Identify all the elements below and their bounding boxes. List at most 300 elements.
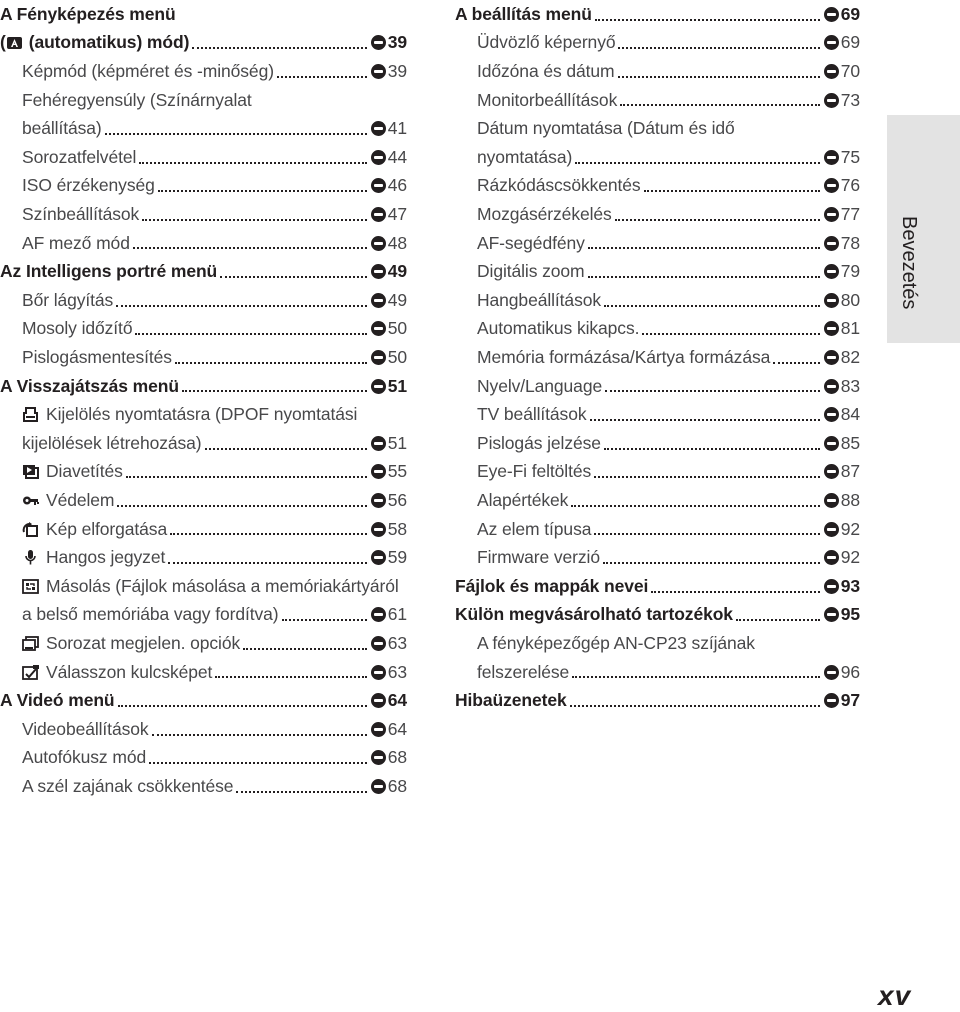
toc-entry-label: Sorozat megjelen. opciók: [46, 632, 241, 653]
dot-leader: [651, 591, 819, 593]
toc-entry: [455, 29, 860, 58]
reference-section-icon: [824, 350, 839, 365]
toc-entry: [455, 372, 860, 401]
page-reference-number: 92: [840, 547, 860, 568]
page-reference-number: 47: [387, 203, 407, 224]
toc-entry: [0, 429, 407, 458]
toc-entry-label: Nyelv/Language: [477, 375, 603, 396]
toc-entry: [455, 343, 860, 372]
reference-section-icon: [371, 264, 386, 279]
dot-leader: [570, 705, 820, 707]
dot-leader: [139, 162, 366, 164]
toc-entry: [0, 372, 407, 401]
reference-section-icon: [371, 722, 386, 737]
dot-leader: [590, 419, 820, 421]
microphone-icon: [22, 550, 39, 565]
reference-section-icon: [824, 321, 839, 336]
toc-entry: [0, 458, 407, 487]
reference-section-icon: [824, 236, 839, 251]
page-reference[interactable]: [824, 662, 860, 683]
toc-entry-label: Diavetítés: [46, 461, 123, 482]
toc-entry: [455, 629, 860, 658]
dot-leader: [572, 676, 820, 678]
page-reference[interactable]: [824, 261, 860, 282]
toc-entry: [0, 86, 407, 115]
toc-entry-label: a belső memóriába vagy fordítva): [22, 604, 279, 625]
toc-entry-label: Az elem típusa: [477, 518, 592, 539]
reference-section-icon: [824, 665, 839, 680]
toc-entry: [455, 257, 860, 286]
page-reference[interactable]: [371, 604, 407, 625]
page-reference-number: 68: [387, 775, 407, 796]
page-reference[interactable]: [371, 633, 407, 654]
page-reference[interactable]: [824, 433, 860, 454]
toc-entry-label: Fehéregyensúly (Színárnyalat: [22, 89, 252, 110]
toc-entry-label: A beállítás menü: [455, 3, 592, 24]
reference-section-icon: [371, 321, 386, 336]
page-reference[interactable]: [371, 61, 407, 82]
toc-entry-label: Hangos jegyzet: [46, 547, 166, 568]
dot-leader: [243, 648, 367, 650]
toc-entry-label: Mozgásérzékelés: [477, 203, 612, 224]
page-reference[interactable]: [371, 118, 407, 139]
dot-leader: [595, 19, 820, 21]
toc-entry-label: Digitális zoom: [477, 261, 585, 282]
page-reference-number: 39: [387, 32, 407, 53]
dot-leader: [126, 476, 367, 478]
reference-section-icon: [371, 121, 386, 136]
dot-leader: [168, 562, 367, 564]
page-reference-number: 63: [387, 661, 407, 682]
page-reference[interactable]: [824, 175, 860, 196]
reference-section-icon: [371, 35, 386, 50]
page-reference-number: 75: [840, 146, 860, 167]
page-reference[interactable]: [371, 719, 407, 740]
page-reference-number: 78: [840, 232, 860, 253]
toc-entry: [0, 315, 407, 344]
page-reference[interactable]: [371, 318, 407, 339]
page-reference[interactable]: [371, 547, 407, 568]
page-reference[interactable]: [371, 433, 407, 454]
toc-entry-label: Sorozatfelvétel: [22, 146, 137, 167]
page-reference-number: 68: [387, 747, 407, 768]
page-reference[interactable]: [824, 604, 860, 625]
dot-leader: [604, 448, 820, 450]
dot-leader: [575, 162, 820, 164]
reference-section-icon: [371, 207, 386, 222]
dot-leader: [620, 104, 820, 106]
page-reference[interactable]: [824, 147, 860, 168]
dot-leader: [282, 619, 367, 621]
page-reference-number: 77: [840, 203, 860, 224]
reference-section-icon: [371, 665, 386, 680]
reference-section-icon: [824, 64, 839, 79]
toc-entry: [455, 86, 860, 115]
page-reference[interactable]: [371, 690, 407, 711]
reference-section-icon: [824, 150, 839, 165]
toc-entry-label: Monitorbeállítások: [477, 89, 618, 110]
page-reference[interactable]: [824, 404, 860, 425]
reference-section-icon: [824, 293, 839, 308]
print-order-icon: [22, 407, 39, 422]
reference-section-icon: [371, 493, 386, 508]
toc-entry-label: Rázkódáscsökkentés: [477, 175, 641, 196]
toc-entry-label: Külön megvásárolható tartozékok: [455, 604, 733, 625]
toc-entry-label: Bőr lágyítás: [22, 289, 114, 310]
page-reference-number: 50: [387, 346, 407, 367]
page-reference-number: 69: [840, 3, 860, 24]
toc-entry: [455, 515, 860, 544]
page-reference[interactable]: [371, 347, 407, 368]
page-reference[interactable]: [824, 32, 860, 53]
dot-leader: [158, 190, 367, 192]
dot-leader: [133, 247, 367, 249]
toc-entry-label: A szél zajának csökkentése: [22, 775, 234, 796]
toc-entry-label: Védelem: [46, 489, 115, 510]
page-reference-number: 93: [840, 575, 860, 596]
page-reference-number: 50: [387, 318, 407, 339]
dot-leader: [594, 476, 820, 478]
toc-entry: [455, 286, 860, 315]
reference-section-icon: [371, 693, 386, 708]
toc-entry: [0, 257, 407, 286]
dot-leader: [142, 219, 367, 221]
reference-section-icon: [371, 464, 386, 479]
toc-entry-label: Videobeállítások: [22, 718, 149, 739]
page-reference-number: 63: [387, 632, 407, 653]
dot-leader: [604, 305, 820, 307]
reference-section-icon: [824, 693, 839, 708]
page-reference[interactable]: [824, 576, 860, 597]
page-reference[interactable]: [371, 747, 407, 768]
dot-leader: [215, 676, 366, 678]
dot-leader: [205, 448, 367, 450]
toc-entry-label: Mosoly időzítő: [22, 318, 133, 339]
toc-entry: [0, 686, 407, 715]
dot-leader: [152, 734, 367, 736]
page-reference-number: 97: [840, 690, 860, 711]
toc-entry: [455, 658, 860, 687]
toc-entry: [0, 486, 407, 515]
toc-entry: [0, 229, 407, 258]
toc-entry-label: Időzóna és dátum: [477, 60, 615, 81]
page-reference[interactable]: [371, 147, 407, 168]
page-reference-number: 48: [387, 232, 407, 253]
camera-auto-icon: [6, 35, 23, 50]
dot-leader: [118, 705, 367, 707]
copy-icon: [22, 579, 39, 594]
toc-entry-label: felszerelése: [477, 661, 570, 682]
page-reference-number: 51: [387, 432, 407, 453]
toc-entry-label: Kép elforgatása: [46, 518, 168, 539]
page-reference[interactable]: [371, 662, 407, 683]
toc-entry-label: (: [0, 32, 6, 53]
toc-entry: [455, 429, 860, 458]
toc-entry: [0, 200, 407, 229]
key-picture-icon: [22, 665, 39, 680]
page-reference-number: 79: [840, 261, 860, 282]
page-reference-number: 69: [840, 32, 860, 53]
dot-leader: [277, 76, 367, 78]
toc-entry-label: beállítása): [22, 118, 102, 139]
page-number: xv: [878, 980, 912, 1011]
reference-section-icon: [371, 550, 386, 565]
page-reference[interactable]: [824, 90, 860, 111]
page-reference-number: 88: [840, 489, 860, 510]
page-reference-number: 76: [840, 175, 860, 196]
page-reference-number: 83: [840, 375, 860, 396]
reference-section-icon: [824, 207, 839, 222]
toc-entry: [455, 315, 860, 344]
page-reference[interactable]: [824, 318, 860, 339]
toc-entry: [455, 114, 860, 143]
dot-leader: [135, 333, 366, 335]
page-reference[interactable]: [371, 175, 407, 196]
page-reference-number: 85: [840, 432, 860, 453]
page-reference[interactable]: [371, 290, 407, 311]
toc-entry-label: AF mező mód: [22, 232, 130, 253]
page-reference-number: 92: [840, 518, 860, 539]
reference-section-icon: [824, 464, 839, 479]
page-reference-number: 80: [840, 289, 860, 310]
dot-leader: [105, 133, 367, 135]
toc-entry: [0, 172, 407, 201]
page-reference-number: 49: [387, 289, 407, 310]
toc-entry: [455, 400, 860, 429]
toc-entry: [0, 658, 407, 687]
section-tab-label-wrap: [892, 216, 920, 316]
reference-section-icon: [824, 579, 839, 594]
page-reference[interactable]: [824, 461, 860, 482]
toc-entry: [0, 0, 407, 29]
toc-entry-label: A Videó menü: [0, 690, 115, 711]
toc-entry: [0, 515, 407, 544]
toc-entry: [455, 172, 860, 201]
page-reference[interactable]: [371, 233, 407, 254]
page-reference[interactable]: [371, 32, 407, 53]
dot-leader: [236, 791, 366, 793]
page-reference-number: 82: [840, 346, 860, 367]
dot-leader: [117, 505, 366, 507]
reference-section-icon: [824, 436, 839, 451]
toc-entry: [455, 229, 860, 258]
page-reference-number: 87: [840, 461, 860, 482]
page-reference[interactable]: [371, 776, 407, 797]
toc-entry: [455, 0, 860, 29]
toc-entry: [0, 400, 407, 429]
page-reference[interactable]: [824, 690, 860, 711]
toc-entry-label: Eye-Fi feltöltés: [477, 461, 592, 482]
toc-entry-label: Képmód (képméret és -minőség): [22, 60, 274, 81]
toc-entry-label-cont: (automatikus) mód): [28, 32, 190, 53]
page-reference-number: 70: [840, 60, 860, 81]
toc-entry-label: nyomtatása): [477, 146, 573, 167]
reference-section-icon: [371, 436, 386, 451]
page-reference[interactable]: [371, 461, 407, 482]
section-tab-label: Bevezetés: [898, 216, 920, 310]
toc-entry: [455, 486, 860, 515]
reference-section-icon: [371, 522, 386, 537]
toc-entry-label: A Fényképezés menü: [0, 3, 176, 24]
dot-leader: [605, 390, 820, 392]
toc-entry-label: kijelölések létrehozása): [22, 432, 202, 453]
page-reference[interactable]: [371, 376, 407, 397]
toc-entry: [0, 601, 407, 630]
page-reference[interactable]: [824, 61, 860, 82]
sequence-icon: [22, 636, 39, 651]
reference-section-icon: [824, 7, 839, 22]
dot-leader: [618, 47, 819, 49]
reference-section-icon: [824, 264, 839, 279]
dot-leader: [182, 390, 367, 392]
toc-entry-label: Autofókusz mód: [22, 747, 147, 768]
page-reference-number: 96: [840, 661, 860, 682]
toc-entry-label: Válasszon kulcsképet: [46, 661, 213, 682]
toc-entry: [455, 458, 860, 487]
toc-entry-label: Hangbeállítások: [477, 289, 601, 310]
toc-entry: [455, 143, 860, 172]
toc-entry-label: Memória formázása/Kártya formázása: [477, 346, 771, 367]
toc-entry-label: Fájlok és mappák nevei: [455, 575, 649, 596]
reference-section-icon: [371, 779, 386, 794]
dot-leader: [615, 219, 820, 221]
toc-entry: [0, 29, 407, 58]
page-reference-number: 44: [387, 146, 407, 167]
page-reference[interactable]: [824, 547, 860, 568]
toc-entry-label: Automatikus kikapcs.: [477, 318, 640, 339]
toc-entry-label: Másolás (Fájlok másolása a memóriakártyáról: [46, 575, 399, 596]
page-reference[interactable]: [824, 290, 860, 311]
reference-section-icon: [824, 522, 839, 537]
page-reference-number: 39: [387, 60, 407, 81]
reference-section-icon: [371, 350, 386, 365]
toc-entry: [455, 57, 860, 86]
page-reference[interactable]: [824, 347, 860, 368]
reference-section-icon: [371, 64, 386, 79]
toc-entry-label: ISO érzékenység: [22, 175, 155, 196]
page-reference[interactable]: [824, 204, 860, 225]
reference-section-icon: [824, 407, 839, 422]
page-reference-number: 84: [840, 404, 860, 425]
reference-section-icon: [824, 379, 839, 394]
toc-entry: [0, 286, 407, 315]
page-reference[interactable]: [824, 490, 860, 511]
dot-leader: [149, 762, 367, 764]
dot-leader: [220, 276, 367, 278]
page-reference[interactable]: [824, 233, 860, 254]
dot-leader: [594, 533, 819, 535]
toc-entry-label: AF-segédfény: [477, 232, 585, 253]
page-reference-number: 51: [387, 375, 407, 396]
reference-section-icon: [371, 379, 386, 394]
page-reference-number: 73: [840, 89, 860, 110]
reference-section-icon: [371, 150, 386, 165]
toc-entry-label: Pislogás jelzése: [477, 432, 601, 453]
page-reference-number: 56: [387, 489, 407, 510]
toc-entry: [455, 572, 860, 601]
dot-leader: [116, 305, 367, 307]
toc-entry: [0, 57, 407, 86]
toc-entry: [455, 601, 860, 630]
toc-entry-label: Üdvözlő képernyő: [477, 32, 616, 53]
page-reference[interactable]: [824, 376, 860, 397]
dot-leader: [618, 76, 820, 78]
toc-entry-label: A fényképezőgép AN-CP23 szíjának: [477, 632, 755, 653]
toc-entry: [455, 543, 860, 572]
page-reference-number: 61: [387, 604, 407, 625]
page-reference-number: 95: [840, 604, 860, 625]
toc-entry: [0, 572, 407, 601]
dot-leader: [644, 190, 820, 192]
page-reference-number: 41: [387, 118, 407, 139]
toc-entry-label: Firmware verzió: [477, 547, 600, 568]
dot-leader: [603, 562, 820, 564]
reference-section-icon: [371, 236, 386, 251]
dot-leader: [170, 533, 367, 535]
toc-entry: [0, 343, 407, 372]
page-reference-number: 81: [840, 318, 860, 339]
toc-entry-label: A Visszajátszás menü: [0, 375, 179, 396]
toc-entry-label: Dátum nyomtatása (Dátum és idő: [477, 118, 735, 139]
toc-entry-label: Pislogásmentesítés: [22, 346, 172, 367]
toc-entry: [0, 114, 407, 143]
page-reference[interactable]: [824, 4, 860, 25]
page-reference-number: 59: [387, 547, 407, 568]
page-reference-number: 64: [387, 690, 407, 711]
page-reference-number: 55: [387, 461, 407, 482]
page-reference-number: 58: [387, 518, 407, 539]
toc-entry: [0, 629, 407, 658]
toc-entry: [455, 200, 860, 229]
dot-leader: [773, 362, 820, 364]
reference-section-icon: [824, 607, 839, 622]
dot-leader: [736, 619, 820, 621]
toc-entry: [0, 143, 407, 172]
reference-section-icon: [824, 93, 839, 108]
reference-section-icon: [824, 493, 839, 508]
page-reference-number: 49: [387, 261, 407, 282]
dot-leader: [175, 362, 367, 364]
toc-entry-label: Kijelölés nyomtatásra (DPOF nyomtatási: [46, 404, 358, 425]
toc-entry-label: TV beállítások: [477, 404, 587, 425]
page-reference[interactable]: [371, 204, 407, 225]
reference-section-icon: [371, 750, 386, 765]
reference-section-icon: [371, 636, 386, 651]
dot-leader: [642, 333, 819, 335]
rotate-icon: [22, 522, 39, 537]
reference-section-icon: [824, 178, 839, 193]
dot-leader: [588, 247, 820, 249]
dot-leader: [571, 505, 819, 507]
reference-section-icon: [824, 35, 839, 50]
page-reference-number: 64: [387, 718, 407, 739]
dot-leader: [192, 47, 366, 49]
slideshow-icon: [22, 464, 39, 479]
toc-entry-label: Hibaüzenetek: [455, 690, 567, 711]
toc-entry: [0, 772, 407, 801]
reference-section-icon: [824, 550, 839, 565]
page-reference[interactable]: [371, 490, 407, 511]
toc-entry: [0, 744, 407, 773]
toc-entry-label: Színbeállítások: [22, 203, 140, 224]
page-reference[interactable]: [824, 519, 860, 540]
dot-leader: [588, 276, 820, 278]
page-reference[interactable]: [371, 519, 407, 540]
toc-entry: [0, 715, 407, 744]
page-reference[interactable]: [371, 261, 407, 282]
reference-section-icon: [371, 293, 386, 308]
reference-section-icon: [371, 607, 386, 622]
